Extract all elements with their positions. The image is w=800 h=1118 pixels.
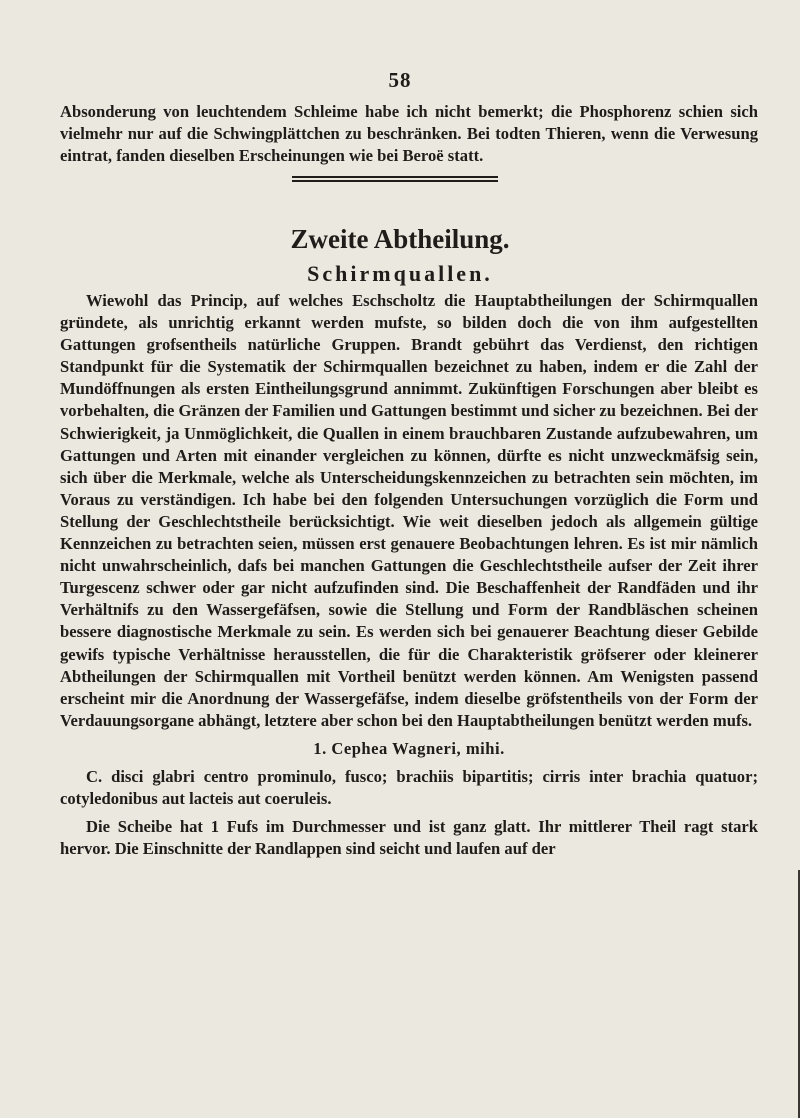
- body-paragraph: Wiewohl das Princip, auf welches Eschscholtz die Hauptabtheilungen der Schirmquallen gründete, als unrichtig erkannt werden mufste, so bilden doch die von ihm aufgestellten Gattungen grofsentheils natürliche Gruppen. Brandt gebührt das Verdienst, den richtigen Standpunkt für die Systematik der Schirmquallen bezeichnet zu haben, indem er die Zahl der Mundöffnungen als ersten Eintheilungsgrund annimmt. Zukünftigen Forschungen aber bleibt es vorbehalten, die Gränzen der Familien und Gattungen bestimmt und sicher zu bezeichnen. Bei der Schwierigkeit, ja Unmöglichkeit, die Quallen in einem brauchbaren Zustande aufzubewahren, um Gattungen und Arten mit einander vergleichen zu können, dürfte es nicht unzweckmäfsig sein, sich über die Merkmale, welche als Unterscheidungskennzeichen zu betrachten sein möchten, im Voraus zu verständigen. Ich habe bei den folgenden Untersuchungen vorzüglich die Form und Stellung der Geschlechtstheile berücksichtigt. Wie weit dieselben jedoch als allgemein gültige Kennzeichen zu betrachten seien, müssen erst genauere Beobachtungen lehren. Es ist mir nämlich nicht unwahrscheinlich, dafs bei manchen Gattungen die Geschlechtstheile aufser der Zeit ihrer Turgescenz schwer oder gar nicht aufzufinden sind. Die Beschaffenheit der Randfäden und ihr Verhältnifs zu den Wassergefäfsen, sowie die Stellung und Form der Randbläschen scheinen bessere diagnostische Merkmale zu sein. Es werden sich bei genauerer Beachtung dieser Gebilde gewifs typische Verhältnisse herausstellen, die für die Charakteristik gröfserer oder kleinerer Abtheilungen der Schirmquallen mit Vortheil benützt werden können. Am Wenigsten passend erscheint mir die Anordnung der Wassergefäfse, indem dieselbe gröfstentheils von der Form der Verdauungsorgane abhängt, letztere aber schon bei den Hauptabtheilungen benützt werden mufs.: [60, 291, 758, 730]
- species-diagnosis: C. disci glabri centro prominulo, fusco; brachiis bipartitis; cirris inter brachia quatuor; cotyledonibus aut lacteis aut coeruleis.: [60, 766, 758, 809]
- divider-line-bottom: [292, 180, 498, 182]
- intro-paragraph: Absonderung von leuchtendem Schleime habe ich nicht bemerkt; die Phosphorenz schien sich vielmehr nur auf die Schwingplättchen zu beschränken. Bei todten Thieren, wenn die Verwesung eintrat, fanden dieselben Erscheinungen wie bei Beroë statt.: [60, 102, 758, 166]
- species-description: Die Scheibe hat 1 Fufs im Durchmesser und ist ganz glatt. Ihr mittlerer Theil ragt stark hervor. Die Einschnitte der Randlappen sind seicht und laufen auf der: [60, 817, 758, 859]
- species-heading: 1. Cephea Wagneri, mihi.: [313, 738, 505, 758]
- page-number: 58: [388, 68, 412, 92]
- section-divider: [292, 176, 498, 184]
- intro-paragraph-block: [60, 101, 758, 167]
- section-body: [60, 290, 758, 860]
- section-subtitle: Schirmquallen.: [307, 261, 493, 286]
- divider-line-top: [292, 176, 498, 178]
- section-title: Zweite Abtheilung.: [290, 224, 510, 254]
